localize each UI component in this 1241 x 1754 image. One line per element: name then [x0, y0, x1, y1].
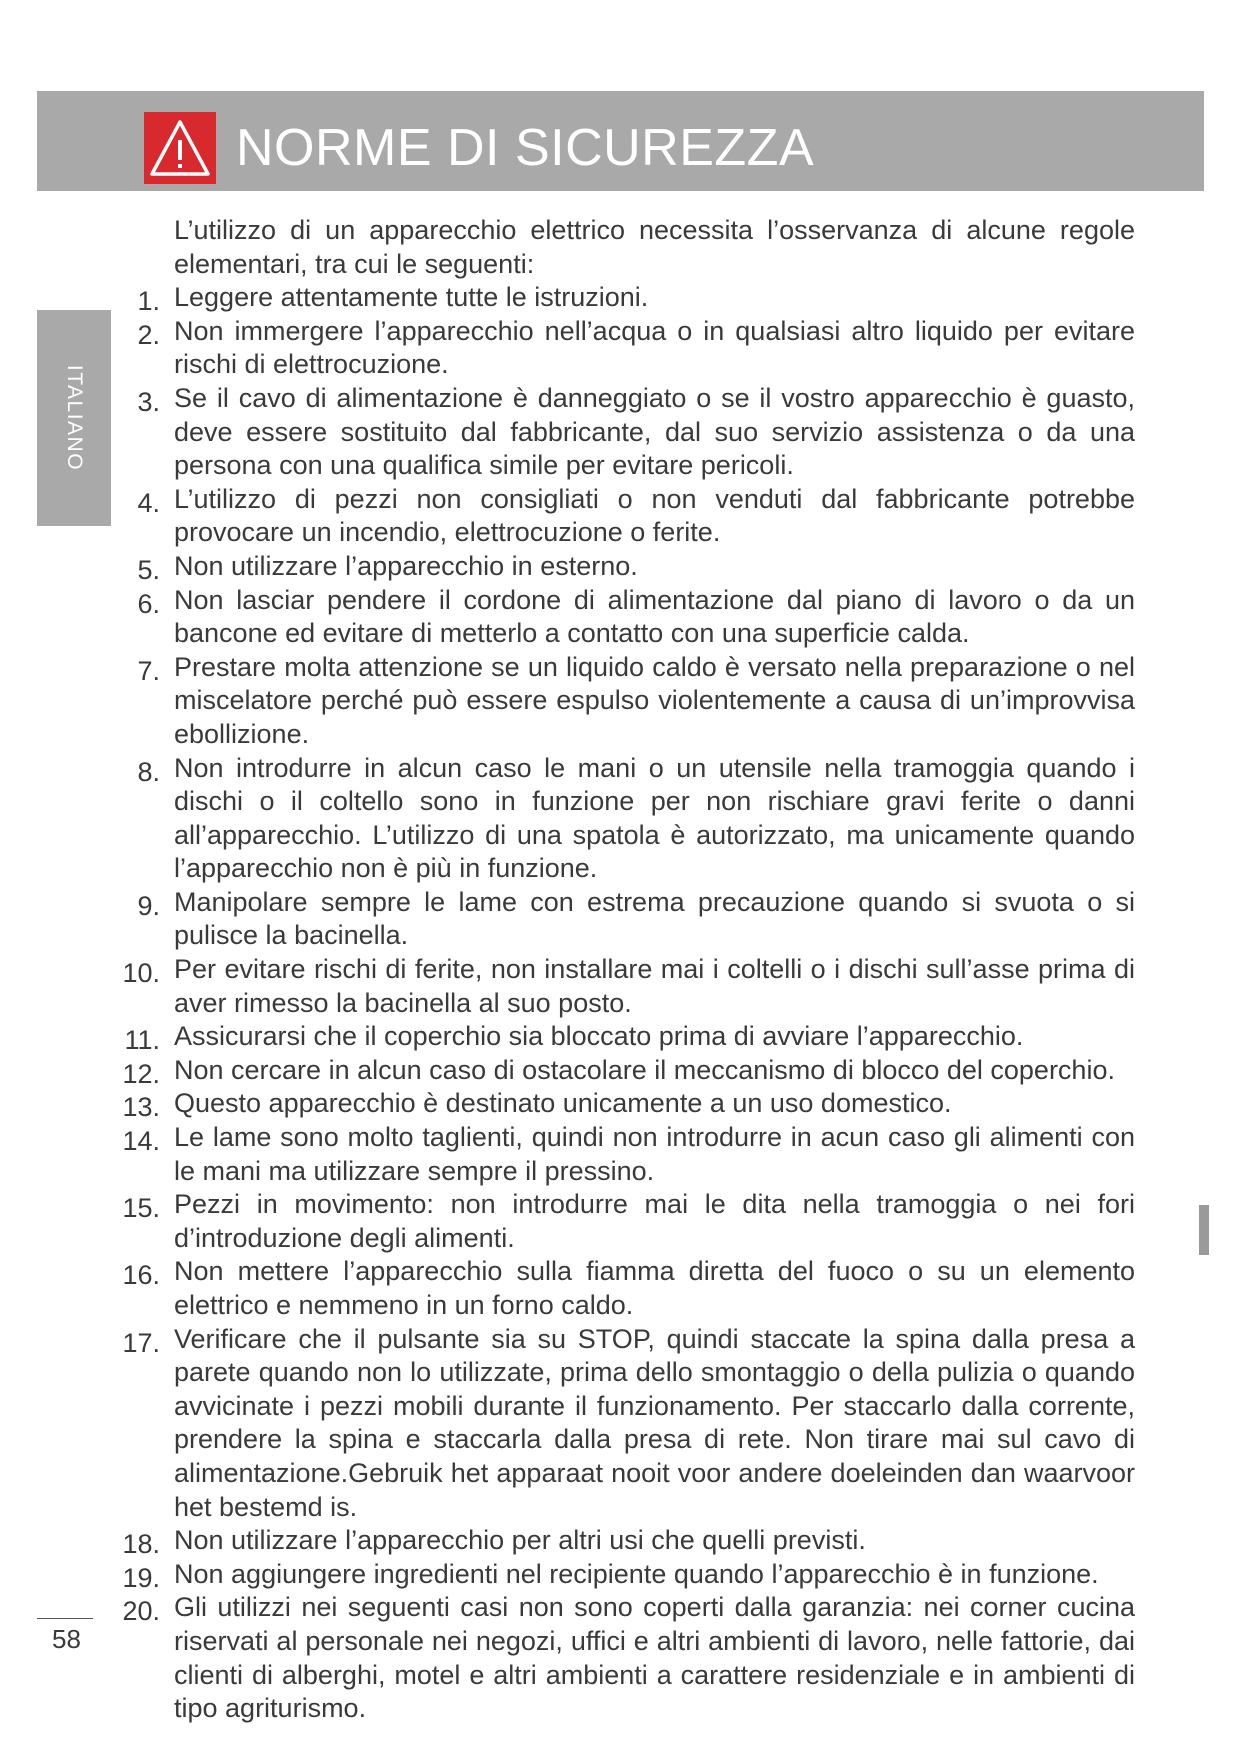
list-item-number: 19.	[122, 1562, 160, 1593]
list-item	[120, 953, 1135, 1020]
footer-divider	[37, 1618, 93, 1619]
language-side-tab	[37, 310, 111, 526]
list-item	[120, 1121, 1135, 1188]
list-item	[120, 752, 1135, 886]
list-item-number: 7.	[137, 655, 160, 686]
list-item-number: 5.	[137, 554, 160, 585]
list-item-number: 8.	[137, 756, 160, 787]
list-item-text: Non lasciar pendere il cordone di alimentazione dal piano di lavoro o da un bancone ed evitare di metterlo a contatto con una superficie calda.	[174, 584, 1135, 649]
list-item-number: 9.	[137, 890, 160, 921]
list-item	[120, 315, 1135, 382]
list-item-text: Non introdurre in alcun caso le mani o un utensile nella tramoggia quando i dischi o il coltello sono in funzione per non rischiare gravi ferite o danni all’apparecchio. L’utilizzo di una spatola è autorizzato, ma unicamente quando l’apparecchio non è più in funzione.	[174, 752, 1135, 884]
list-item-text: Manipolare sempre le lame con estrema precauzione quando si svuota o si pulisce la bacinella.	[174, 886, 1135, 951]
edge-marker	[1199, 1205, 1209, 1255]
list-item-text: Non utilizzare l’apparecchio per altri usi che quelli previsti.	[174, 1525, 866, 1556]
list-item-number: 16.	[122, 1260, 160, 1291]
list-item-number: 3.	[137, 386, 160, 417]
list-item-number: 18.	[122, 1529, 160, 1560]
list-item-text: Non immergere l’apparecchio nell’acqua o in qualsiasi altro liquido per evitare rischi di elettrocuzione.	[174, 315, 1135, 380]
list-item-number: 15.	[122, 1193, 160, 1224]
language-label: ITALIANO	[63, 364, 86, 472]
list-item	[120, 550, 1135, 584]
list-item-text: Non utilizzare l’apparecchio in esterno.	[174, 550, 638, 581]
page-title: NORME DI SICUREZZA	[236, 119, 815, 177]
list-item-text: Assicurarsi che il coperchio sia bloccato prima di avviare l’apparecchio.	[174, 1021, 1024, 1052]
list-item-text: Questo apparecchio è destinato unicamente a un uso domestico.	[174, 1088, 952, 1119]
list-item	[120, 651, 1135, 752]
list-item-text: Verificare che il pulsante sia su STOP, quindi staccate la spina dalla presa a parete quando non lo utilizzate, prima dello smontaggio o della pulizia o quando avvicinate i pezzi mobili durante il funzionamento. Per staccarlo dalla corrente, prendere la spina e staccarla dalla presa di rete. Non tirare mai sul cavo di alimentazione.Gebruik het apparaat nooit voor andere doeleinden dan waarvoor het bestemd is.	[174, 1323, 1135, 1522]
list-item	[120, 1020, 1135, 1054]
list-item	[120, 1323, 1135, 1525]
list-item-number: 11.	[124, 1025, 160, 1056]
list-item-number: 17.	[122, 1327, 160, 1358]
list-item-text: Non aggiungere ingredienti nel recipiente quando l’apparecchio è in funzione.	[174, 1558, 1099, 1589]
warning-triangle-icon	[144, 112, 216, 184]
list-item-number: 1.	[137, 286, 160, 317]
safety-content	[120, 214, 1135, 1726]
list-item	[120, 483, 1135, 550]
list-item-text: Non cercare in alcun caso di ostacolare il meccanismo di blocco del coperchio.	[174, 1054, 1115, 1085]
list-item-number: 6.	[137, 588, 160, 619]
list-item	[120, 1524, 1135, 1558]
list-item	[120, 1188, 1135, 1255]
list-item-number: 2.	[137, 319, 160, 350]
list-item-number: 14.	[122, 1126, 160, 1157]
intro-paragraph: L’utilizzo di un apparecchio elettrico necessita l’osservanza di alcune regole elementari, tra cui le seguenti:	[174, 215, 1135, 279]
list-item-text: Leggere attentamente tutte le istruzioni.	[174, 282, 649, 313]
list-item	[120, 281, 1135, 315]
list-item-text: Pezzi in movimento: non introdurre mai le dita nella tramoggia o nei fori d’introduzione degli alimenti.	[174, 1189, 1135, 1253]
list-item	[120, 1054, 1135, 1088]
list-item	[120, 1087, 1135, 1121]
list-item-number: 4.	[137, 487, 160, 518]
list-item	[120, 584, 1135, 651]
list-item-text: Prestare molta attenzione se un liquido caldo è versato nella preparazione o nel miscelatore perché può essere espulso violentemente a causa di un’improvvisa ebollizione.	[174, 651, 1135, 749]
list-item	[120, 886, 1135, 953]
list-item	[120, 382, 1135, 483]
list-item-number: 10.	[122, 958, 160, 989]
list-item-text: Se il cavo di alimentazione è danneggiato o se il vostro apparecchio è guasto, deve essere sostituito dal fabbricante, dal suo servizio assistenza o da una persona con una qualifica simile per evitare pericoli.	[174, 382, 1135, 481]
list-item	[120, 1255, 1135, 1322]
list-item	[120, 1558, 1135, 1592]
list-item-number: 12.	[122, 1058, 160, 1089]
list-item-text: Le lame sono molto taglienti, quindi non introdurre in acun caso gli alimenti con le mani ma utilizzare sempre il pressino.	[174, 1122, 1135, 1186]
list-item-text: Non mettere l’apparecchio sulla fiamma diretta del fuoco o su un elemento elettrico e nemmeno in un forno caldo.	[174, 1256, 1135, 1320]
list-item	[120, 1591, 1135, 1725]
list-item-number: 20.	[122, 1596, 160, 1627]
safety-rule-list	[120, 281, 1135, 1726]
list-item-text: Per evitare rischi di ferite, non installare mai i coltelli o i dischi sull’asse prima di aver rimesso la bacinella al suo posto.	[174, 954, 1135, 1018]
page-number: 58	[52, 1624, 81, 1654]
list-item-text: L’utilizzo di pezzi non consigliati o non venduti dal fabbricante potrebbe provocare un incendio, elettrocuzione o ferite.	[174, 483, 1135, 548]
list-item-text: Gli utilizzi nei seguenti casi non sono coperti dalla garanzia: nei corner cucina riservati al personale nei negozi, uffici e altri ambienti di lavoro, nelle fattorie, dai clienti di alberghi, motel e altri ambienti a carattere residenziale e in ambienti di tipo agriturismo.	[174, 1592, 1135, 1724]
list-item-number: 13.	[122, 1092, 160, 1123]
